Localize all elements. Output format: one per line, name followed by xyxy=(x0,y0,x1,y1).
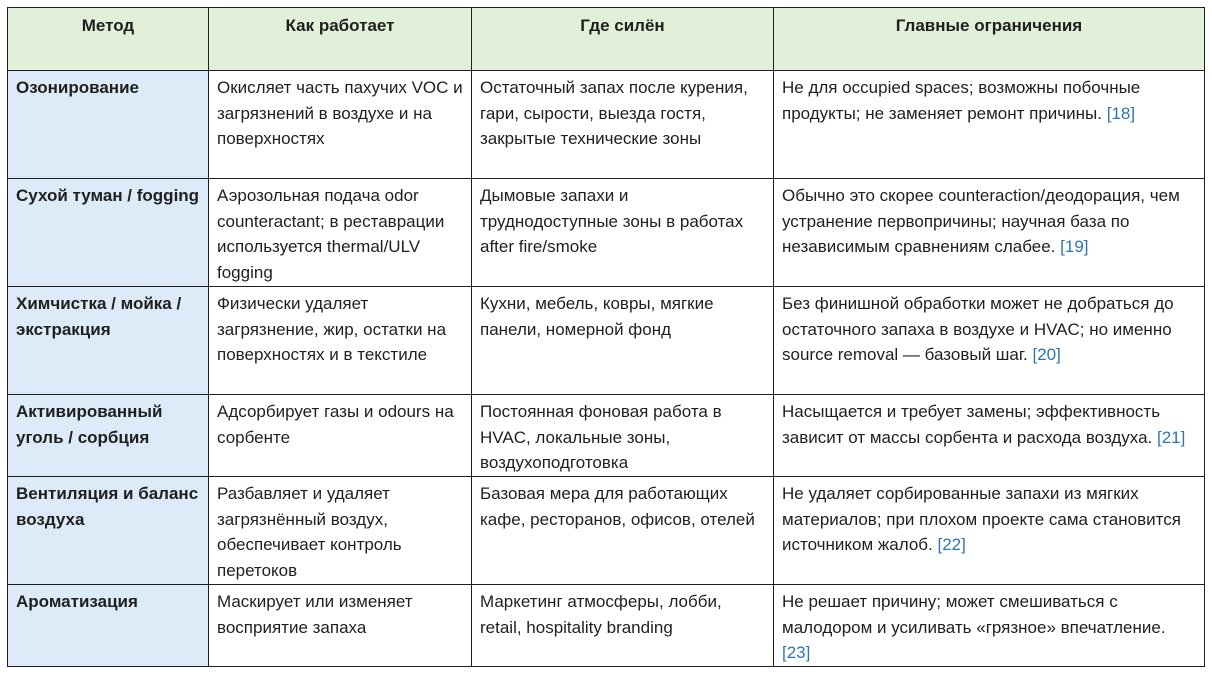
reference-link[interactable]: [18] xyxy=(1106,103,1136,123)
table-row xyxy=(8,179,1205,287)
table-row xyxy=(8,395,1205,477)
how-cell: Аэрозольная подача odor counteractant; в реставрации используется thermal/ULV fogging xyxy=(209,179,472,287)
comparison-table-wrapper xyxy=(7,7,1205,667)
how-cell: Окисляет часть пахучих VOC и загрязнений в воздухе и на поверхностях xyxy=(209,71,472,179)
reference-link[interactable]: [21] xyxy=(1157,427,1186,447)
reference-link[interactable]: [19] xyxy=(1060,237,1089,256)
where-cell: Маркетинг атмосферы, лобби, retail, hospitality branding xyxy=(472,585,774,667)
reference-link[interactable]: [20] xyxy=(1032,345,1061,364)
table-row xyxy=(8,477,1205,585)
limits-text: Обычно это скорее counteraction/деодорация, чем устранение первопричины; научная база по независимым сравнениям слабее. xyxy=(782,186,1180,256)
methods-comparison-table xyxy=(7,7,1205,667)
limits-text: Не для occupied spaces; возможны побочные продукты; не заменяет ремонт причины. xyxy=(782,78,1141,123)
table-row xyxy=(8,585,1205,667)
where-cell: Базовая мера для работающих кафе, ресторанов, офисов, отелей xyxy=(472,477,774,585)
where-cell: Дымовые запахи и труднодоступные зоны в работах after fire/smoke xyxy=(472,179,774,287)
table-row xyxy=(8,71,1205,179)
limits-text: Не решает причину; может смешиваться с малодором и усиливать «грязное» впечатление. xyxy=(782,592,1166,637)
method-cell: Вентиляция и баланс воздуха xyxy=(8,477,209,585)
method-cell: Сухой туман / fogging xyxy=(8,179,209,287)
where-cell: Постоянная фоновая работа в HVAC, локальные зоны, воздухоподготовка xyxy=(472,395,774,477)
how-cell: Разбавляет и удаляет загрязнённый воздух, обеспечивает контроль перетоков xyxy=(209,477,472,585)
limits-text: Без финишной обработки может не добраться до остаточного запаха в воздухе и HVAC; но именно source removal — базовый шаг. xyxy=(782,294,1174,364)
where-cell: Кухни, мебель, ковры, мягкие панели, номерной фонд xyxy=(472,287,774,395)
limits-cell xyxy=(774,477,1205,585)
header-how-it-works: Как работает xyxy=(209,8,472,71)
header-method: Метод xyxy=(8,8,209,71)
limits-cell xyxy=(774,395,1205,477)
table-row xyxy=(8,287,1205,395)
limits-cell xyxy=(774,585,1205,667)
method-cell: Активированный уголь / сорбция xyxy=(8,395,209,477)
limits-cell xyxy=(774,179,1205,287)
method-cell: Озонирование xyxy=(8,71,209,179)
how-cell: Физически удаляет загрязнение, жир, остатки на поверхностях и в текстиле xyxy=(209,287,472,395)
method-cell: Химчистка / мойка / экстракция xyxy=(8,287,209,395)
limits-text: Насыщается и требует замены; эффективность зависит от массы сорбента и расхода воздуха. xyxy=(782,402,1161,447)
reference-link[interactable]: [23] xyxy=(782,643,811,662)
header-row xyxy=(8,8,1205,71)
header-where-strong: Где силён xyxy=(472,8,774,71)
limits-cell xyxy=(774,71,1205,179)
limits-cell xyxy=(774,287,1205,395)
header-main-limitations: Главные ограничения xyxy=(774,8,1205,71)
how-cell: Маскирует или изменяет восприятие запаха xyxy=(209,585,472,667)
reference-link[interactable]: [22] xyxy=(937,535,966,554)
how-cell: Адсорбирует газы и odours на сорбенте xyxy=(209,395,472,477)
where-cell: Остаточный запах после курения, гари, сырости, выезда гостя, закрытые технические зоны xyxy=(472,71,774,179)
method-cell: Ароматизация xyxy=(8,585,209,667)
limits-text: Не удаляет сорбированные запахи из мягких материалов; при плохом проекте сама становится источником жалоб. xyxy=(782,484,1181,554)
